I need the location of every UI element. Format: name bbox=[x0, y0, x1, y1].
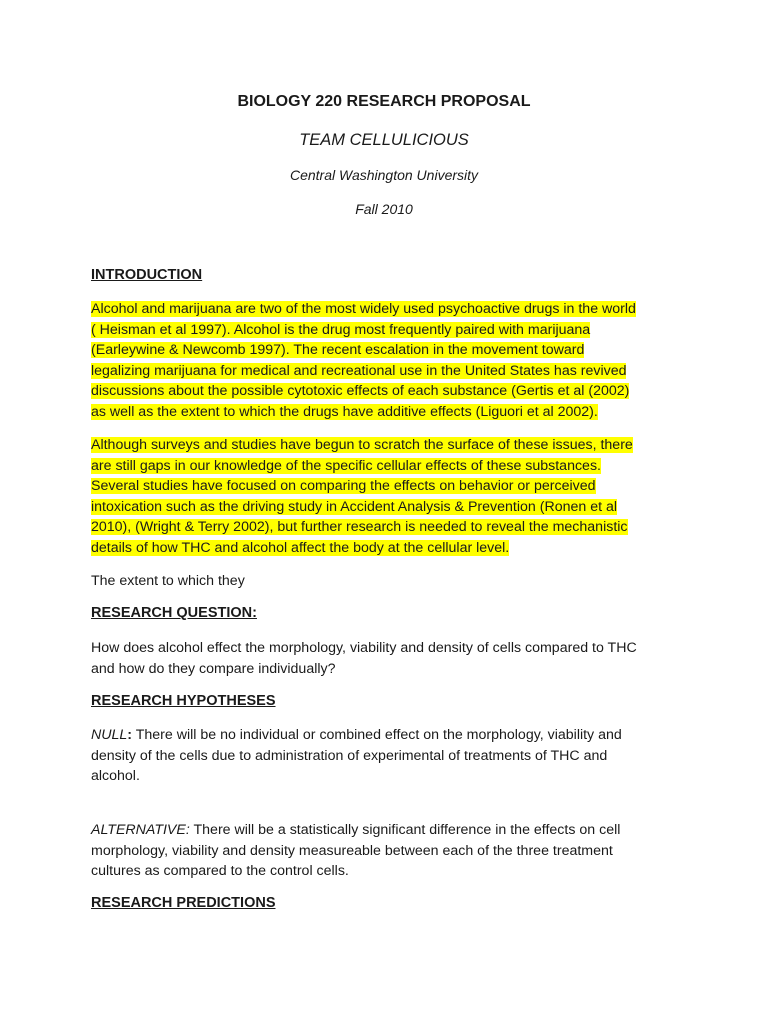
text-line: details of how THC and alcohol affect the body at the cellular level. bbox=[91, 539, 510, 556]
alternative-label: ALTERNATIVE: bbox=[91, 822, 190, 838]
null-colon: : bbox=[127, 727, 133, 743]
null-label: NULL bbox=[91, 727, 128, 743]
text-line: density of the cells due to administration of experimental of treatments of THC and bbox=[91, 747, 608, 764]
text-line: 2010), (Wright & Terry 2002), but further research is needed to reveal the mechanistic bbox=[91, 519, 628, 535]
text-line: There will be no individual or combined effect on the morphology, viability and bbox=[132, 727, 622, 743]
research-hypotheses-heading: RESEARCH HYPOTHESES bbox=[91, 693, 276, 709]
text-line: and how do they compare individually? bbox=[91, 660, 336, 677]
null-hypothesis bbox=[91, 725, 681, 787]
text-line: Several studies have focused on comparing the effects on behavior or perceived bbox=[91, 478, 596, 494]
text-line: alcohol. bbox=[91, 768, 140, 784]
research-question-text bbox=[91, 638, 681, 679]
text-line: (Earleywine & Newcomb 1997). The recent escalation in the movement toward bbox=[91, 342, 585, 358]
text-line: as well as the extent to which the drugs have additive effects (Liguori et al 2002). bbox=[91, 403, 598, 420]
text-line: cultures as compared to the control cells. bbox=[91, 863, 349, 879]
text-line: morphology, viability and density measureable between each of the three treatment bbox=[91, 842, 613, 859]
document-title: BIOLOGY 220 RESEARCH PROPOSAL bbox=[237, 93, 531, 110]
research-question-heading: RESEARCH QUESTION: bbox=[91, 605, 257, 621]
text-line: Although surveys and studies have begun to scratch the surface of these issues, there bbox=[91, 437, 633, 453]
text-line: ( Heisman et al 1997). Alcohol is the drug most frequently paired with marijuana bbox=[91, 321, 591, 338]
introduction-paragraph-3: The extent to which they bbox=[91, 573, 245, 589]
text-line: There will be a statistically significant difference in the effects on cell bbox=[189, 822, 621, 838]
text-line: How does alcohol effect the morphology, viability and density of cells compared to THC bbox=[91, 640, 637, 656]
introduction-heading: INTRODUCTION bbox=[91, 267, 203, 283]
text-line: are still gaps in our knowledge of the specific cellular effects of these substances. bbox=[91, 457, 601, 474]
text-line: legalizing marijuana for medical and recreational use in the United States has revived bbox=[91, 362, 627, 379]
university-name: Central Washington University bbox=[289, 167, 479, 183]
introduction-paragraph-2 bbox=[91, 435, 681, 558]
text-line: discussions about the possible cytotoxic effects of each substance (Gertis et al (2002) bbox=[91, 383, 630, 399]
term: Fall 2010 bbox=[355, 201, 413, 217]
text-line: Alcohol and marijuana are two of the most widely used psychoactive drugs in the world bbox=[91, 301, 636, 317]
alternative-hypothesis bbox=[91, 820, 681, 882]
team-name: TEAM CELLULICIOUS bbox=[299, 131, 469, 149]
text-line: intoxication such as the driving study in Accident Analysis & Prevention (Ronen et al bbox=[91, 498, 618, 515]
introduction-paragraph-1 bbox=[91, 299, 681, 422]
research-predictions-heading: RESEARCH PREDICTIONS bbox=[91, 895, 276, 911]
